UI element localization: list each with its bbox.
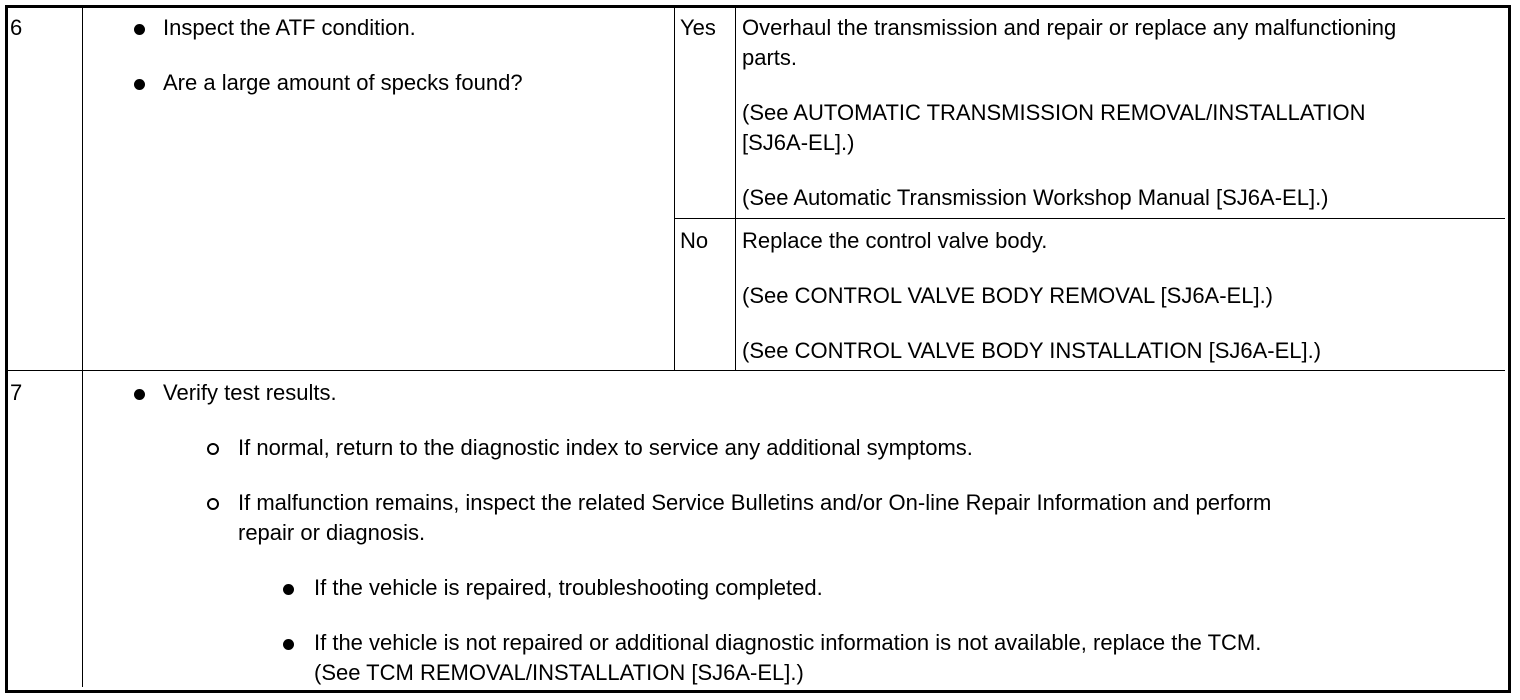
- result-column-divider: [674, 8, 675, 370]
- bullet-icon: [134, 389, 145, 400]
- sub-bullet-icon: [207, 443, 219, 455]
- inspect-step: Inspect the ATF condition.: [163, 15, 416, 40]
- row-divider: [8, 370, 1505, 371]
- malfunction-instruction: repair or diagnosis.: [238, 520, 426, 545]
- bullet-icon: [283, 639, 294, 650]
- yes-action: parts.: [742, 45, 798, 70]
- yes-reference: (See AUTOMATIC TRANSMISSION REMOVAL/INSTALLATION: [742, 100, 1366, 125]
- repaired-instruction: If the vehicle is repaired, troubleshooting completed.: [314, 575, 823, 600]
- step-number: 6: [10, 15, 23, 40]
- step-number: 7: [10, 380, 23, 405]
- no-label: No: [680, 228, 709, 253]
- sub-bullet-icon: [207, 498, 219, 510]
- tcm-reference: (See TCM REMOVAL/INSTALLATION [SJ6A-EL].): [314, 660, 804, 685]
- no-reference: (See CONTROL VALVE BODY REMOVAL [SJ6A-EL].): [742, 283, 1274, 308]
- bullet-icon: [134, 79, 145, 90]
- inspect-question: Are a large amount of specks found?: [163, 70, 523, 95]
- yes-label: Yes: [680, 15, 716, 40]
- step-column-divider: [82, 8, 83, 687]
- bullet-icon: [283, 584, 294, 595]
- yes-no-divider: [674, 218, 1505, 219]
- not-repaired-instruction: If the vehicle is not repaired or additional diagnostic information is not available, replace the TCM.: [314, 630, 1262, 655]
- action-column-divider: [735, 8, 736, 370]
- bullet-icon: [134, 24, 145, 35]
- yes-reference: (See Automatic Transmission Workshop Manual [SJ6A-EL].): [742, 185, 1329, 210]
- no-action: Replace the control valve body.: [742, 228, 1048, 253]
- no-reference: (See CONTROL VALVE BODY INSTALLATION [SJ6A-EL].): [742, 338, 1322, 363]
- verify-step: Verify test results.: [163, 380, 337, 405]
- normal-instruction: If normal, return to the diagnostic index to service any additional symptoms.: [238, 435, 973, 460]
- malfunction-instruction: If malfunction remains, inspect the related Service Bulletins and/or On-line Repair Information and perform: [238, 490, 1272, 515]
- yes-action: Overhaul the transmission and repair or replace any malfunctioning: [742, 15, 1397, 40]
- yes-reference: [SJ6A-EL].): [742, 130, 855, 155]
